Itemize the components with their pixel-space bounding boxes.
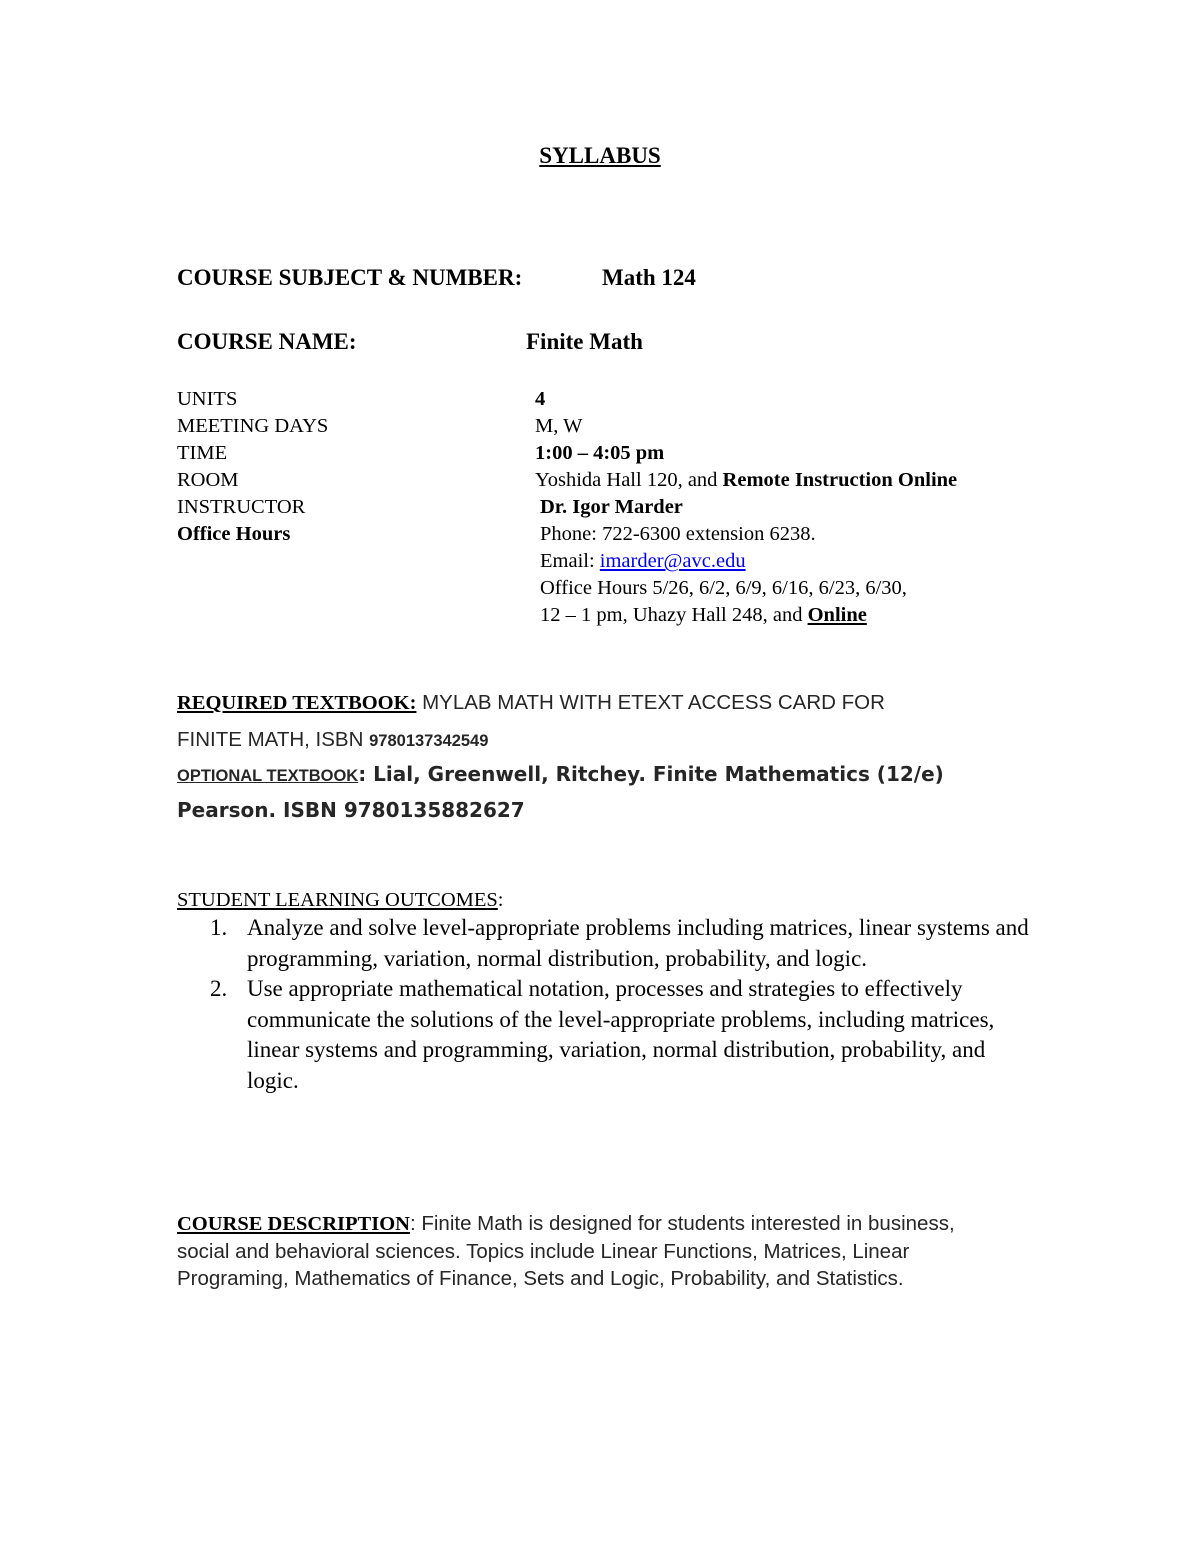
- course-subject-label: COURSE SUBJECT & NUMBER:: [177, 265, 523, 290]
- learning-outcomes-heading: [177, 887, 504, 914]
- required-textbook-isbn: 9780137342549: [369, 732, 489, 750]
- units-label: UNITS: [177, 388, 238, 410]
- meeting-days-label: MEETING DAYS: [177, 415, 329, 437]
- required-textbook-line1: [177, 691, 885, 715]
- units-value: 4: [535, 388, 546, 410]
- list-item-number: 1.: [210, 915, 228, 940]
- office-hours-dates: Office Hours 5/26, 6/2, 6/9, 6/16, 6/23, 6/30,: [540, 577, 907, 599]
- office-phone: Phone: 722-6300 extension 6238.: [540, 523, 816, 545]
- time-label: TIME: [177, 442, 228, 464]
- course-name-value: Finite Math: [526, 329, 643, 354]
- list-item-text: Use appropriate mathematical notation, processes and strategies to effectively communicate the solutions of the level-appropriate problems, including matrices, linear systems and programming, variation, normal distribution, probability, and logic.: [247, 976, 995, 1093]
- learning-outcomes-label: STUDENT LEARNING OUTCOMES: [177, 889, 498, 911]
- course-description-text: : Finite Math is designed for students interested in business, social and behavioral sciences. Topics include Linear Functions, Matrices, Linear Programing, Mathematics of Finance, Sets and Logic, Probability, and Statistics.: [177, 1212, 955, 1290]
- optional-textbook-label: OPTIONAL TEXTBOOK: [177, 767, 359, 785]
- room-label: ROOM: [177, 469, 239, 491]
- course-subject-value: Math 124: [602, 265, 696, 290]
- optional-textbook-line2: Pearson. ISBN 9780135882627: [177, 798, 525, 822]
- course-name-label: COURSE NAME:: [177, 329, 357, 354]
- optional-textbook-line1: [177, 762, 944, 786]
- list-item-number: 2.: [210, 976, 228, 1001]
- office-email-prefix: Email:: [540, 550, 600, 572]
- instructor-label: INSTRUCTOR: [177, 496, 306, 518]
- meeting-days-value: M, W: [535, 415, 583, 437]
- room-value-remote: Remote Instruction Online: [722, 469, 958, 491]
- instructor-value: Dr. Igor Marder: [540, 496, 683, 518]
- list-item: [177, 974, 1037, 1096]
- office-hours-time-place: [540, 602, 867, 629]
- room-value-plain: Yoshida Hall 120, and: [535, 469, 723, 491]
- list-item: [177, 913, 1037, 974]
- learning-outcomes-colon: :: [497, 889, 504, 911]
- required-textbook-title: MYLAB MATH WITH ETEXT ACCESS CARD FOR: [416, 691, 885, 714]
- course-description-label: COURSE DESCRIPTION: [177, 1213, 410, 1235]
- optional-textbook-colon: :: [358, 762, 367, 786]
- required-textbook-label: REQUIRED TEXTBOOK:: [177, 692, 417, 714]
- required-textbook-line2: [177, 728, 488, 752]
- office-hours-label: Office Hours: [177, 523, 291, 545]
- page-title: SYLLABUS: [539, 143, 661, 168]
- learning-outcomes-list: [177, 913, 1037, 1096]
- room-value: [535, 467, 957, 494]
- office-time-place-text: 12 – 1 pm, Uhazy Hall 248, and: [540, 604, 808, 626]
- optional-textbook-authors: Lial, Greenwell, Ritchey. Finite Mathematics (12/e): [366, 762, 944, 786]
- online-link[interactable]: Online: [807, 604, 867, 626]
- office-email-line: [540, 548, 746, 575]
- email-link[interactable]: imarder@avc.edu: [599, 550, 746, 572]
- list-item-text: Analyze and solve level-appropriate problems including matrices, linear systems and programming, variation, normal distribution, probability, and logic.: [247, 915, 1029, 971]
- required-textbook-line2-prefix: FINITE MATH, ISBN: [177, 728, 370, 751]
- time-value: 1:00 – 4:05 pm: [535, 442, 665, 464]
- course-description: [177, 1210, 977, 1292]
